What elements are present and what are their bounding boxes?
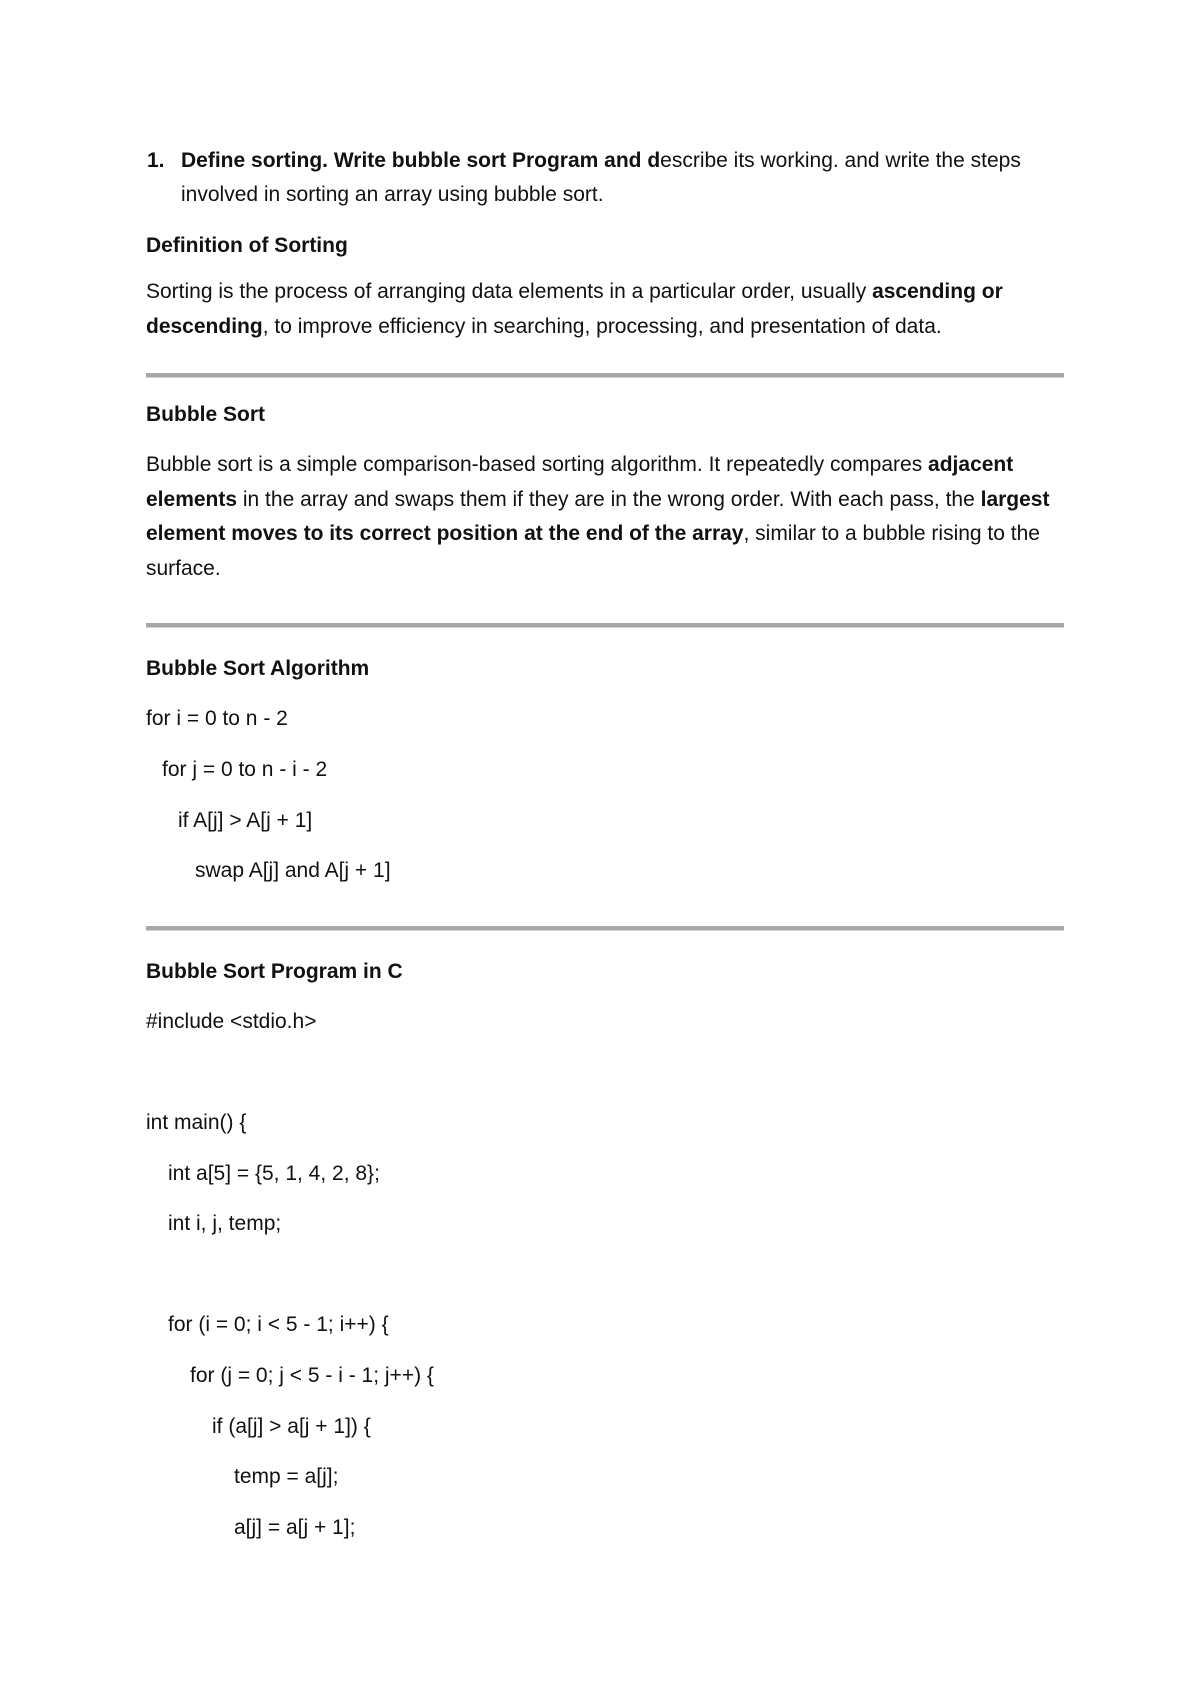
code-line: temp = a[j];: [234, 1465, 339, 1488]
question-bold-part: Define sorting. Write bubble sort Program and d: [181, 149, 661, 172]
code-line: a[j] = a[j + 1];: [234, 1516, 356, 1539]
algorithm-line: if A[j] > A[j + 1]: [178, 809, 313, 832]
section-divider: [146, 373, 1064, 378]
bubble-sort-paragraph: [146, 448, 1066, 586]
definition-paragraph: [146, 275, 1066, 344]
program-heading: Bubble Sort Program in C: [146, 960, 403, 983]
bubble-sort-text-1: Bubble sort is a simple comparison-based sorting algorithm. It repeatedly compares: [146, 453, 929, 476]
code-line: int i, j, temp;: [168, 1212, 282, 1235]
algorithm-line: swap A[j] and A[j + 1]: [195, 859, 391, 882]
question-text: [181, 149, 1021, 206]
definition-text-after: , to improve efficiency in searching, processing, and presentation of data.: [262, 314, 942, 338]
question-number: 1.: [147, 149, 165, 172]
bubble-sort-text-3: , similar to a bubble rising to the surface.: [146, 522, 1040, 580]
bubble-sort-text-2: in the array and swaps them if they are in the wrong order. With each pass, the: [237, 487, 981, 511]
section-divider: [146, 926, 1064, 931]
definition-text-before: Sorting is the process of arranging data elements in a particular order, usually: [146, 280, 873, 303]
algorithm-line: for j = 0 to n - i - 2: [162, 758, 328, 781]
bubble-sort-heading: Bubble Sort: [146, 403, 265, 426]
section-divider: [146, 623, 1064, 628]
code-line: if (a[j] > a[j + 1]) {: [212, 1415, 371, 1438]
code-line: for (i = 0; i < 5 - 1; i++) {: [168, 1313, 389, 1336]
definition-bold: ascending or descending: [146, 280, 1003, 338]
question-item: [147, 144, 1061, 212]
algorithm-heading: Bubble Sort Algorithm: [146, 657, 370, 680]
code-line: int main() {: [146, 1111, 247, 1134]
question-normal-part: escribe its working. and write the steps involved in sorting an array using bubble sort.: [181, 149, 1021, 206]
bubble-sort-bold-1: adjacent elements: [146, 453, 1014, 511]
code-line: #include <stdio.h>: [146, 1010, 317, 1033]
algorithm-line: for i = 0 to n - 2: [146, 707, 288, 730]
bubble-sort-bold-2: largest element moves to its correct position at the end of the array: [146, 487, 1050, 545]
code-line: int a[5] = {5, 1, 4, 2, 8};: [168, 1162, 380, 1185]
definition-heading: Definition of Sorting: [146, 234, 348, 257]
code-line: for (j = 0; j < 5 - i - 1; j++) {: [190, 1364, 434, 1387]
